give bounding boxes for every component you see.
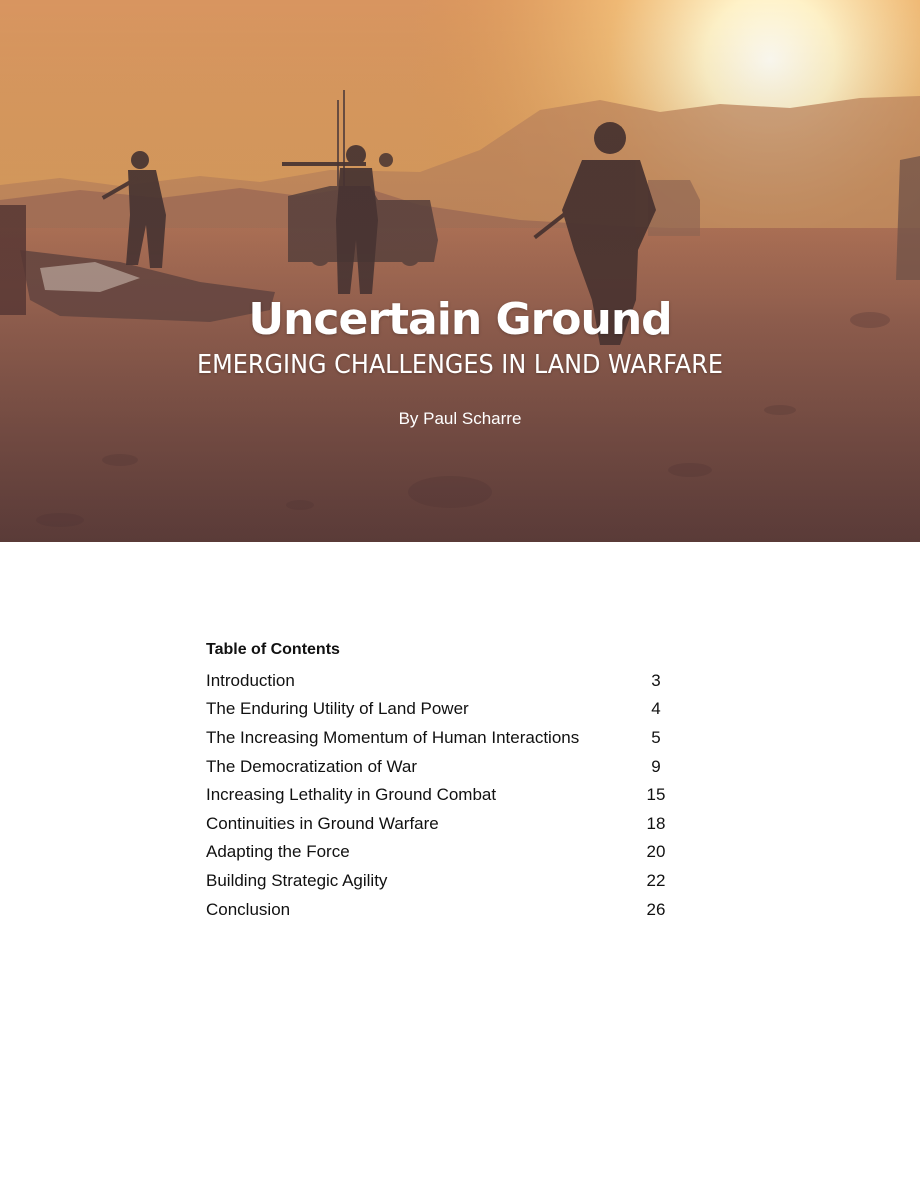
page-title: Uncertain Ground: [248, 294, 672, 345]
toc-entry[interactable]: [206, 724, 676, 753]
toc-entry-title: The Democratization of War: [206, 756, 417, 776]
author-byline: By Paul Scharre: [398, 409, 522, 428]
toc-entry-title: Building Strategic Agility: [206, 870, 388, 890]
toc-entry-page: 4: [651, 699, 661, 719]
toc-entry-title: Continuities in Ground Warfare: [206, 813, 439, 833]
toc-entry[interactable]: [206, 838, 676, 867]
toc-entry[interactable]: [206, 752, 676, 781]
table-of-contents: [206, 638, 676, 924]
toc-entry[interactable]: [206, 667, 676, 696]
toc-entry-title: The Increasing Momentum of Human Interactions: [206, 727, 580, 747]
toc-entry-page: 5: [651, 727, 661, 747]
cover-hero: [0, 0, 920, 542]
toc-entry-page: 18: [646, 813, 666, 833]
toc-entry[interactable]: [206, 781, 676, 810]
toc-heading: Table of Contents: [206, 641, 340, 658]
toc-entry-page: 26: [646, 899, 666, 919]
toc-entry[interactable]: [206, 895, 676, 924]
toc-entry[interactable]: [206, 809, 676, 838]
toc-entry[interactable]: [206, 867, 676, 896]
toc-entry-page: 20: [646, 842, 666, 862]
desert-soldiers-photo: [0, 0, 920, 542]
toc-entry-title: Conclusion: [206, 899, 291, 919]
toc-entry[interactable]: [206, 695, 676, 724]
page-subtitle: EMERGING CHALLENGES IN LAND WARFARE: [197, 350, 723, 380]
toc-entry-title: Increasing Lethality in Ground Combat: [206, 785, 497, 805]
toc-entry-page: 9: [651, 756, 661, 776]
toc-entry-page: 22: [646, 870, 666, 890]
toc-entry-page: 3: [651, 670, 661, 690]
toc-entry-title: Adapting the Force: [206, 842, 350, 862]
toc-entry-page: 15: [646, 785, 666, 805]
toc-entry-title: Introduction: [206, 670, 295, 690]
toc-entry-title: The Enduring Utility of Land Power: [206, 699, 469, 719]
